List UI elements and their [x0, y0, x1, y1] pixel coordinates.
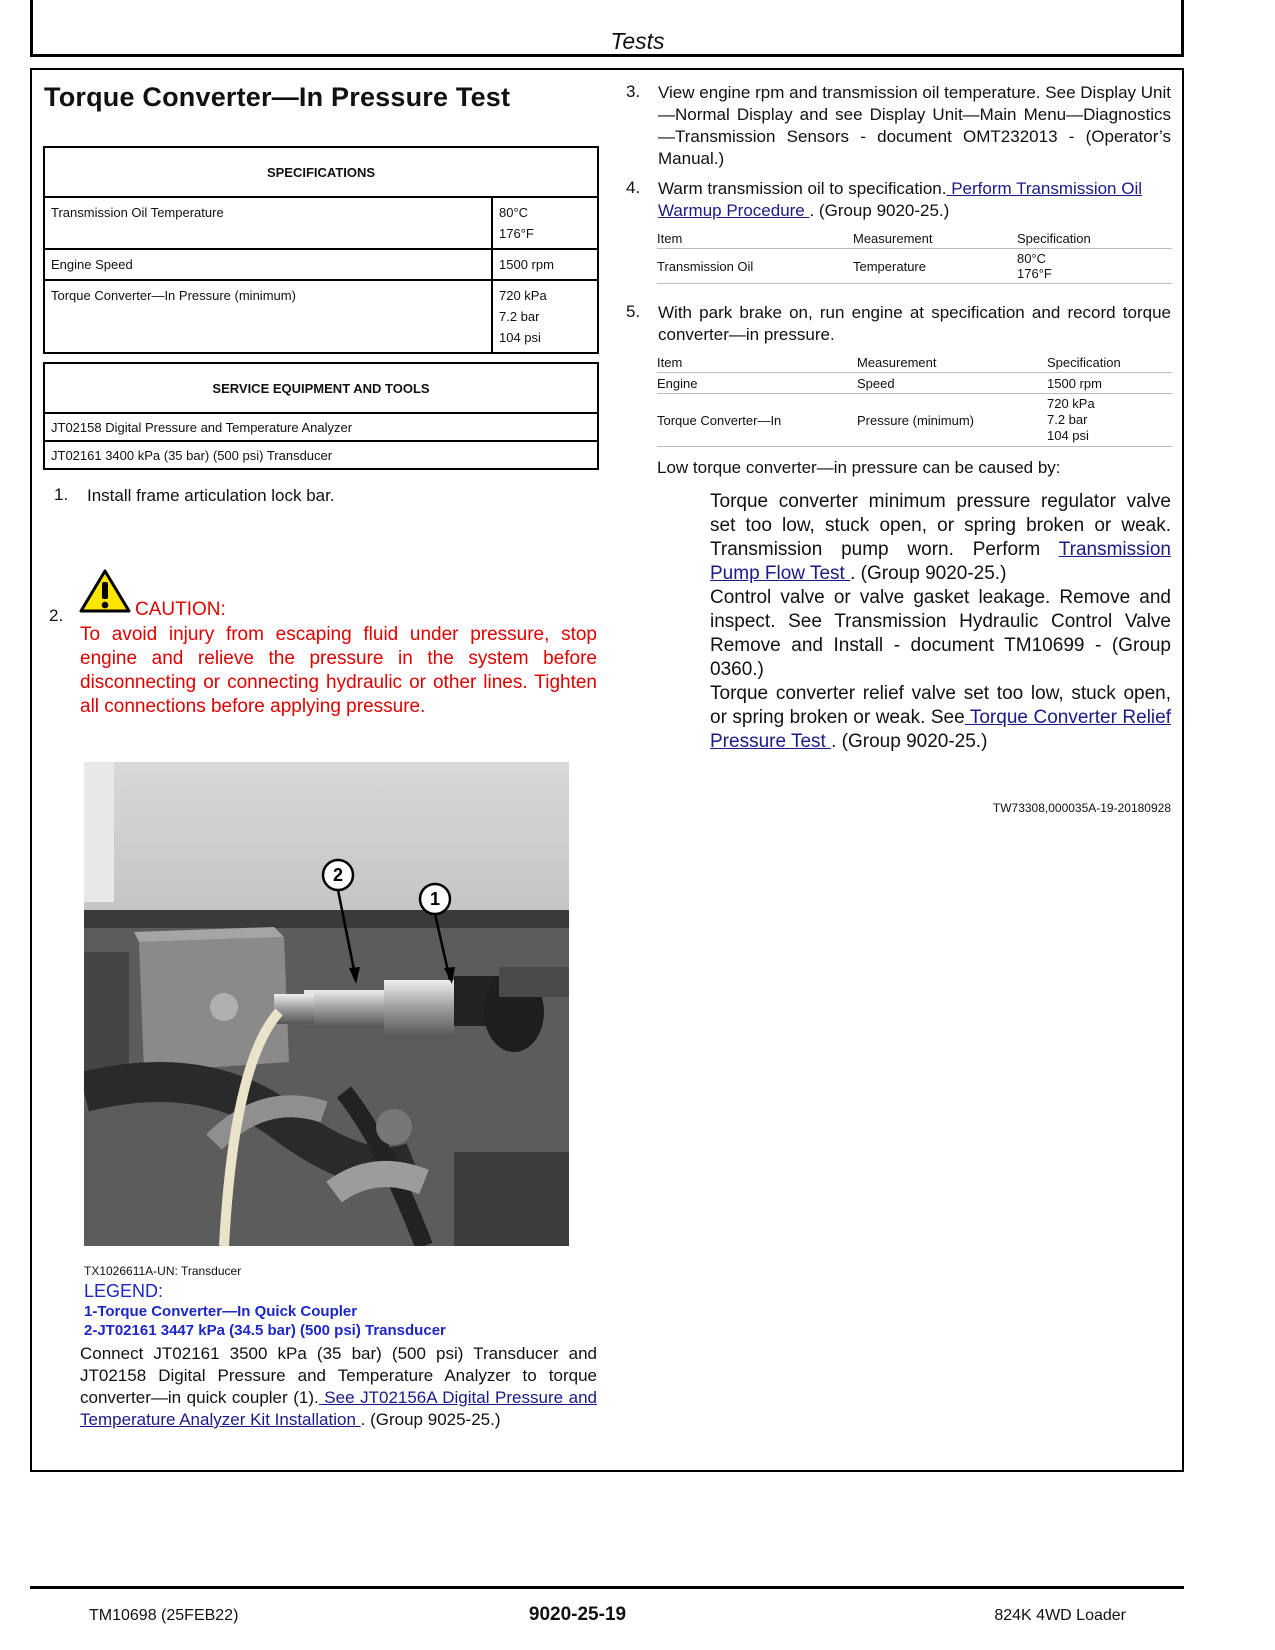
cause-2: Control valve or valve gasket leakage. Remove and inspect. See Transmission Hydraulic Control Valve Remove and Install - document TM10699 - (Group 0360.) [710, 587, 1171, 680]
spec-value: 7.2 bar [499, 309, 540, 324]
kit-installation-link[interactable]: See JT02156A Digital Pressure and Temperature Analyzer Kit Installation [80, 1388, 597, 1429]
step-number: 5. [626, 302, 641, 321]
table-row [44, 249, 598, 280]
spec-item: Transmission Oil Temperature [44, 197, 492, 249]
step-number: 1. [54, 485, 69, 504]
step-2-body-suffix: . (Group 9025-25.) [360, 1410, 501, 1429]
table-cell: Temperature [853, 249, 1017, 284]
table-cell: 176°F [1017, 266, 1052, 281]
document-id: TW73308,000035A-19-20180928 [992, 801, 1171, 815]
step-number: 2. [49, 606, 64, 625]
transmission-oil-warmup-link[interactable]: Perform Transmission Oil Warmup Procedure [658, 179, 1143, 220]
caution-text: To avoid injury from escaping fluid under pressure, stop engine and relieve the pressure in the system before disconnecting or connecting hydraulic or other lines. Tighten all connections before applying pressure. [80, 624, 597, 717]
column-header: Item [657, 352, 857, 373]
spec-value: 1500 rpm [499, 257, 554, 272]
table-cell: 104 psi [1047, 428, 1089, 443]
column-header: Item [657, 228, 853, 249]
column-header: Specification [1017, 228, 1172, 249]
transmission-pump-flow-test-link[interactable]: Transmission Pump Flow Test [710, 539, 1171, 584]
table-row [44, 441, 598, 469]
specifications-heading: SPECIFICATIONS [44, 147, 598, 197]
spec-item: Engine Speed [44, 249, 492, 280]
step-4-text [658, 178, 1171, 222]
cause-3-suffix: . (Group 9020-25.) [831, 731, 988, 752]
callout-1: 1 [429, 889, 441, 909]
warning-triangle-icon [79, 568, 131, 614]
step-4-spec-table [657, 228, 1172, 284]
cause-1 [710, 490, 1171, 586]
callout-2: 2 [332, 865, 344, 885]
spec-value: 80°C [499, 205, 529, 220]
page-title: Torque Converter—In Pressure Test [44, 82, 511, 112]
table-row [657, 373, 1172, 394]
table-cell: 7.2 bar [1047, 412, 1088, 427]
step-3-text: View engine rpm and transmission oil temperature. See Display Unit—Normal Display and see Display Unit—Main Menu—Diagnostics—Transmission Sensors - document OMT232013 - (Operator’s Manual.) [658, 83, 1171, 168]
step-number: 4. [626, 178, 641, 197]
running-head: Tests [610, 28, 665, 54]
legend-item-2: 2-JT02161 3447 kPa (34.5 bar) (500 psi) Transducer [84, 1322, 446, 1339]
caution-label: CAUTION: [135, 599, 226, 620]
tool-item: JT02161 3400 kPa (35 bar) (500 psi) Transducer [44, 441, 598, 469]
table-row [44, 280, 598, 353]
table-cell: Torque Converter—In [657, 394, 857, 447]
legend-title: LEGEND: [84, 1281, 164, 1301]
column-header: Measurement [853, 228, 1017, 249]
table-cell: Pressure (minimum) [857, 394, 1047, 447]
spec-value: 176°F [499, 226, 534, 241]
tools-table [43, 362, 599, 470]
legend-item-1: 1-Torque Converter—In Quick Coupler [84, 1303, 358, 1320]
transducer-photo [84, 762, 569, 1246]
table-row [657, 249, 1172, 284]
transducer-photo-drawing [84, 762, 569, 1246]
table-cell: Engine [657, 373, 857, 394]
step-1-text: Install frame articulation lock bar. [87, 486, 335, 505]
step-number: 3. [626, 82, 641, 101]
page-number: 9020-25-19 [528, 1604, 627, 1625]
cause-3 [710, 682, 1171, 754]
cause-3-text: Torque converter relief valve set too low, stuck open, or spring broken or weak. See [710, 683, 1171, 728]
column-header: Specification [1047, 352, 1172, 373]
cause-1-suffix: . (Group 9020-25.) [850, 563, 1007, 584]
table-row [657, 394, 1172, 447]
step-2-body-text: Connect JT02161 3500 kPa (35 bar) (500 psi) Transducer and JT02158 Digital Pressure and Temperature Analyzer to torque converter—in quick coupler (1). [80, 1344, 597, 1407]
table-row [44, 197, 598, 249]
footer-manual-id: TM10698 (25FEB22) [89, 1607, 239, 1624]
table-cell: 720 kPa [1047, 396, 1095, 411]
column-header: Measurement [857, 352, 1047, 373]
step-4-suffix: . (Group 9020-25.) [809, 201, 950, 220]
spec-item: Torque Converter—In Pressure (minimum) [44, 280, 492, 353]
tools-heading: SERVICE EQUIPMENT AND TOOLS [44, 363, 598, 413]
table-cell: Speed [857, 373, 1047, 394]
photo-caption: TX1026611A-UN: Transducer [84, 1264, 242, 1278]
tool-item: JT02158 Digital Pressure and Temperature Analyzer [44, 413, 598, 441]
cause-1-text: Torque converter minimum pressure regulator valve set too low, stuck open, or spring broken or weak. Transmission pump worn. Perform [710, 491, 1171, 560]
footer-machine: 824K 4WD Loader [994, 1607, 1126, 1624]
table-row [44, 413, 598, 441]
step-5-spec-table [657, 352, 1172, 447]
causes-intro: Low torque converter—in pressure can be caused by: [657, 458, 1061, 477]
torque-converter-relief-pressure-test-link[interactable]: Torque Converter Relief Pressure Test [710, 707, 1171, 752]
specifications-table [43, 146, 599, 354]
spec-value: 104 psi [499, 330, 541, 345]
step-4-intro: Warm transmission oil to specification. [658, 179, 947, 198]
table-cell: 1500 rpm [1047, 373, 1172, 394]
footer-rule [30, 1586, 1184, 1589]
table-cell: 80°C [1017, 251, 1047, 266]
step-2-body [80, 1343, 597, 1431]
spec-value: 720 kPa [499, 288, 547, 303]
table-cell: Transmission Oil [657, 249, 853, 284]
step-5-text: With park brake on, run engine at specification and record torque converter—in pressure. [658, 303, 1171, 344]
